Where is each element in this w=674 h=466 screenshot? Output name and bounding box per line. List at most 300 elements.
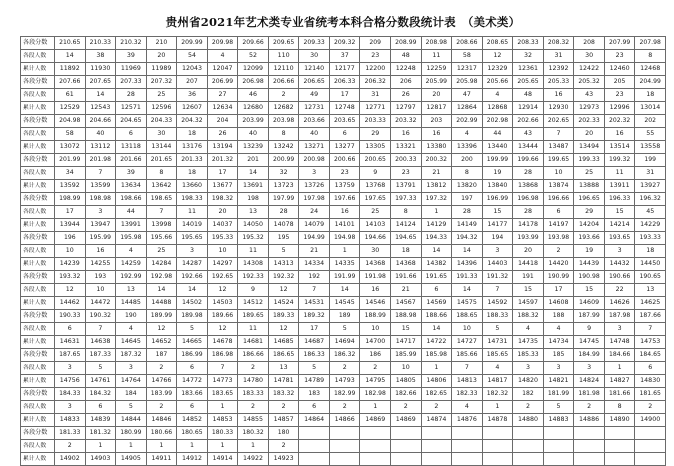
table-cell: 204.98 bbox=[55, 115, 86, 128]
table-cell: 206.65 bbox=[299, 76, 330, 89]
table-cell: 2 bbox=[360, 362, 391, 375]
table-cell: 206.99 bbox=[207, 76, 238, 89]
table-cell: 4 bbox=[116, 245, 147, 258]
table-cell: 14844 bbox=[116, 414, 147, 427]
table-cell: 181.66 bbox=[604, 388, 635, 401]
table-cell: 195.98 bbox=[116, 232, 147, 245]
count-row bbox=[21, 440, 666, 453]
table-cell: 195.65 bbox=[177, 232, 208, 245]
table-cell: 14129 bbox=[421, 219, 452, 232]
table-cell: 2 bbox=[146, 401, 177, 414]
table-cell: 208.99 bbox=[391, 37, 422, 50]
table-cell: 21 bbox=[299, 245, 330, 258]
table-cell: 5 bbox=[85, 362, 116, 375]
score-row bbox=[21, 271, 666, 284]
table-cell: 12460 bbox=[604, 63, 635, 76]
table-cell: 13444 bbox=[513, 141, 544, 154]
table-cell: 24 bbox=[299, 206, 330, 219]
table-cell: 13014 bbox=[635, 102, 666, 115]
table-cell: 4 bbox=[543, 323, 574, 336]
table-cell: 7 bbox=[85, 323, 116, 336]
table-cell: 3 bbox=[85, 206, 116, 219]
cumulative-row bbox=[21, 180, 666, 193]
table-cell: 14078 bbox=[268, 219, 299, 232]
table-cell: 1 bbox=[482, 401, 513, 414]
table-cell bbox=[543, 427, 574, 440]
table-cell: 17 bbox=[299, 323, 330, 336]
table-cell: 192.66 bbox=[177, 271, 208, 284]
table-cell: 199.65 bbox=[543, 154, 574, 167]
table-cell: 14524 bbox=[268, 297, 299, 310]
table-cell: 205 bbox=[604, 76, 635, 89]
table-cell: 198.32 bbox=[207, 193, 238, 206]
table-cell: 12864 bbox=[452, 102, 483, 115]
score-row-label: 各段分数 bbox=[21, 388, 55, 401]
score-row bbox=[21, 154, 666, 167]
table-cell bbox=[513, 440, 544, 453]
table-cell: 14 bbox=[238, 167, 269, 180]
cumulative-row bbox=[21, 297, 666, 310]
score-row-label: 各段分数 bbox=[21, 37, 55, 50]
table-cell: 207.66 bbox=[55, 76, 86, 89]
table-cell: 206.98 bbox=[238, 76, 269, 89]
table-cell: 209 bbox=[360, 37, 391, 50]
table-cell: 12868 bbox=[482, 102, 513, 115]
cumulative-row-label: 累计人数 bbox=[21, 414, 55, 427]
table-cell: 13642 bbox=[146, 180, 177, 193]
table-cell: 5 bbox=[268, 245, 299, 258]
table-cell: 16 bbox=[421, 128, 452, 141]
table-cell bbox=[421, 453, 452, 466]
table-cell: 14795 bbox=[360, 375, 391, 388]
table-cell: 12996 bbox=[604, 102, 635, 115]
table-cell: 13927 bbox=[635, 180, 666, 193]
table-cell: 14177 bbox=[482, 219, 513, 232]
table-cell: 29 bbox=[360, 128, 391, 141]
table-cell: 191.33 bbox=[452, 271, 483, 284]
table-cell: 10 bbox=[360, 323, 391, 336]
table-cell: 14103 bbox=[360, 219, 391, 232]
table-cell: 189.33 bbox=[268, 310, 299, 323]
table-cell: 12200 bbox=[360, 63, 391, 76]
table-cell: 2 bbox=[391, 401, 422, 414]
table-cell: 208.65 bbox=[482, 37, 513, 50]
table-cell: 14462 bbox=[55, 297, 86, 310]
table-cell: 12682 bbox=[268, 102, 299, 115]
table-cell: 14781 bbox=[268, 375, 299, 388]
table-cell: 14019 bbox=[177, 219, 208, 232]
table-cell: 14 bbox=[452, 284, 483, 297]
table-cell: 110 bbox=[268, 50, 299, 63]
table-cell: 21 bbox=[421, 167, 452, 180]
table-cell: 12973 bbox=[574, 102, 605, 115]
table-cell: 210.33 bbox=[85, 37, 116, 50]
table-cell: 189.65 bbox=[238, 310, 269, 323]
table-cell: 3 bbox=[482, 245, 513, 258]
table-cell: 1 bbox=[177, 440, 208, 453]
table-cell: 182.99 bbox=[329, 388, 360, 401]
table-cell: 202.33 bbox=[574, 115, 605, 128]
table-cell: 9 bbox=[574, 323, 605, 336]
table-cell: 187.66 bbox=[635, 310, 666, 323]
table-cell: 206.32 bbox=[360, 76, 391, 89]
table-cell: 14101 bbox=[329, 219, 360, 232]
count-row-label: 各段人数 bbox=[21, 440, 55, 453]
table-cell: 55 bbox=[635, 128, 666, 141]
table-cell: 13 bbox=[238, 206, 269, 219]
table-cell: 12248 bbox=[391, 63, 422, 76]
table-cell: 12797 bbox=[391, 102, 422, 115]
table-cell: 14734 bbox=[543, 336, 574, 349]
table-cell: 14820 bbox=[513, 375, 544, 388]
table-cell bbox=[452, 440, 483, 453]
table-cell: 31 bbox=[543, 50, 574, 63]
table-cell: 1 bbox=[207, 401, 238, 414]
table-cell: 193.32 bbox=[55, 271, 86, 284]
table-cell: 180.65 bbox=[177, 427, 208, 440]
table-cell: 180.99 bbox=[116, 427, 147, 440]
table-cell: 2 bbox=[146, 362, 177, 375]
table-cell: 207.98 bbox=[635, 37, 666, 50]
cumulative-row-label: 累计人数 bbox=[21, 63, 55, 76]
table-cell: 209.98 bbox=[207, 37, 238, 50]
table-cell: 12771 bbox=[360, 102, 391, 115]
table-cell: 180 bbox=[268, 427, 299, 440]
table-cell: 186.98 bbox=[207, 349, 238, 362]
table-cell: 13396 bbox=[452, 141, 483, 154]
table-cell: 186.65 bbox=[268, 349, 299, 362]
table-cell: 25 bbox=[146, 245, 177, 258]
table-cell: 14592 bbox=[482, 297, 513, 310]
table-cell: 14569 bbox=[421, 297, 452, 310]
table-cell: 14531 bbox=[299, 297, 330, 310]
table-cell: 207.65 bbox=[85, 76, 116, 89]
table-cell: 12 bbox=[207, 284, 238, 297]
table-cell: 14229 bbox=[635, 219, 666, 232]
table-cell: 1 bbox=[329, 245, 360, 258]
table-cell: 12361 bbox=[513, 63, 544, 76]
table-cell: 201.65 bbox=[146, 154, 177, 167]
table-cell: 7 bbox=[543, 128, 574, 141]
table-cell: 13868 bbox=[513, 180, 544, 193]
table-cell: 5 bbox=[116, 401, 147, 414]
table-cell: 29 bbox=[574, 206, 605, 219]
table-cell: 14512 bbox=[238, 297, 269, 310]
table-cell: 14 bbox=[421, 323, 452, 336]
table-cell: 2 bbox=[55, 440, 86, 453]
table-cell bbox=[421, 427, 452, 440]
table-cell: 12177 bbox=[329, 63, 360, 76]
table-cell: 190.98 bbox=[574, 271, 605, 284]
table-cell: 6 bbox=[421, 284, 452, 297]
table-cell: 14878 bbox=[482, 414, 513, 427]
table-cell: 19 bbox=[574, 245, 605, 258]
table-cell: 191 bbox=[513, 271, 544, 284]
table-cell: 54 bbox=[177, 50, 208, 63]
table-cell: 3 bbox=[604, 245, 635, 258]
table-cell: 14450 bbox=[635, 258, 666, 271]
table-cell: 197 bbox=[452, 193, 483, 206]
table-cell: 31 bbox=[635, 167, 666, 180]
table-cell: 14609 bbox=[574, 297, 605, 310]
score-row bbox=[21, 232, 666, 245]
table-cell: 188.65 bbox=[452, 310, 483, 323]
table-cell: 2 bbox=[513, 401, 544, 414]
score-row-label: 各段分数 bbox=[21, 115, 55, 128]
table-cell: 13660 bbox=[177, 180, 208, 193]
table-cell: 13 bbox=[116, 284, 147, 297]
table-cell: 189.99 bbox=[146, 310, 177, 323]
table-cell: 14287 bbox=[177, 258, 208, 271]
table-cell: 5 bbox=[299, 362, 330, 375]
table-cell: 14685 bbox=[268, 336, 299, 349]
table-cell: 7 bbox=[635, 323, 666, 336]
table-cell: 11892 bbox=[55, 63, 86, 76]
table-cell: 6 bbox=[299, 401, 330, 414]
table-cell: 183.33 bbox=[238, 388, 269, 401]
score-row bbox=[21, 37, 666, 50]
table-cell: 192 bbox=[299, 271, 330, 284]
table-cell: 12543 bbox=[85, 102, 116, 115]
table-cell: 13759 bbox=[329, 180, 360, 193]
table-cell: 25 bbox=[360, 206, 391, 219]
table-cell: 205.99 bbox=[421, 76, 452, 89]
table-cell: 203.66 bbox=[299, 115, 330, 128]
table-cell: 205.32 bbox=[574, 76, 605, 89]
table-cell: 19 bbox=[482, 167, 513, 180]
table-cell: 52 bbox=[238, 50, 269, 63]
table-cell: 14178 bbox=[513, 219, 544, 232]
table-cell: 14545 bbox=[329, 297, 360, 310]
table-cell: 4 bbox=[207, 50, 238, 63]
table-cell: 4 bbox=[452, 401, 483, 414]
table-cell: 13592 bbox=[55, 180, 86, 193]
cumulative-row bbox=[21, 219, 666, 232]
table-cell: 193.66 bbox=[574, 232, 605, 245]
table-cell: 14766 bbox=[146, 375, 177, 388]
table-cell: 28 bbox=[452, 206, 483, 219]
table-cell: 48 bbox=[513, 89, 544, 102]
score-row-label: 各段分数 bbox=[21, 271, 55, 284]
count-row-label: 各段人数 bbox=[21, 50, 55, 63]
table-cell: 3 bbox=[513, 362, 544, 375]
table-cell: 14722 bbox=[421, 336, 452, 349]
table-cell: 14773 bbox=[207, 375, 238, 388]
table-cell: 14124 bbox=[391, 219, 422, 232]
table-cell: 193.98 bbox=[543, 232, 574, 245]
table-cell: 193.65 bbox=[604, 232, 635, 245]
table-cell: 198.98 bbox=[85, 193, 116, 206]
table-cell: 16 bbox=[360, 284, 391, 297]
table-cell: 196.65 bbox=[574, 193, 605, 206]
table-cell: 13242 bbox=[268, 141, 299, 154]
table-cell bbox=[299, 453, 330, 466]
table-cell bbox=[329, 427, 360, 440]
table-cell: 28 bbox=[513, 206, 544, 219]
table-cell: 12259 bbox=[421, 63, 452, 76]
table-cell: 198.66 bbox=[116, 193, 147, 206]
table-cell: 207.99 bbox=[604, 37, 635, 50]
table-cell: 185.98 bbox=[421, 349, 452, 362]
table-cell: 189.98 bbox=[177, 310, 208, 323]
table-cell: 14418 bbox=[513, 258, 544, 271]
table-cell: 209.33 bbox=[299, 37, 330, 50]
table-cell: 12 bbox=[146, 323, 177, 336]
table-cell bbox=[574, 453, 605, 466]
table-cell: 199.99 bbox=[482, 154, 513, 167]
table-cell: 14830 bbox=[635, 375, 666, 388]
table-cell: 9 bbox=[360, 167, 391, 180]
table-cell: 14880 bbox=[513, 414, 544, 427]
table-cell: 13812 bbox=[421, 180, 452, 193]
table-cell: 12607 bbox=[177, 102, 208, 115]
table-cell: 191.32 bbox=[482, 271, 513, 284]
count-row bbox=[21, 128, 666, 141]
table-cell: 14735 bbox=[513, 336, 544, 349]
table-cell: 48 bbox=[391, 50, 422, 63]
table-cell: 2 bbox=[543, 245, 574, 258]
table-cell: 186 bbox=[360, 349, 391, 362]
table-cell: 198 bbox=[238, 193, 269, 206]
table-cell: 20 bbox=[513, 245, 544, 258]
table-cell: 30 bbox=[360, 245, 391, 258]
table-cell: 8 bbox=[604, 401, 635, 414]
table-cell: 188.33 bbox=[482, 310, 513, 323]
table-cell: 210.32 bbox=[116, 37, 147, 50]
table-cell: 201.33 bbox=[177, 154, 208, 167]
table-cell: 187.32 bbox=[116, 349, 147, 362]
table-cell bbox=[360, 427, 391, 440]
table-cell: 200.33 bbox=[391, 154, 422, 167]
table-cell: 14789 bbox=[299, 375, 330, 388]
table-cell: 204.66 bbox=[85, 115, 116, 128]
cumulative-row bbox=[21, 102, 666, 115]
table-cell: 14503 bbox=[207, 297, 238, 310]
table-cell: 58 bbox=[55, 128, 86, 141]
table-cell: 11 bbox=[604, 167, 635, 180]
table-cell: 7 bbox=[207, 362, 238, 375]
table-cell: 44 bbox=[116, 206, 147, 219]
table-cell: 199 bbox=[635, 154, 666, 167]
table-cell: 16 bbox=[85, 245, 116, 258]
table-cell: 14403 bbox=[482, 258, 513, 271]
table-cell: 14050 bbox=[238, 219, 269, 232]
count-row-label: 各段人数 bbox=[21, 128, 55, 141]
table-cell: 14793 bbox=[329, 375, 360, 388]
table-cell: 16 bbox=[604, 128, 635, 141]
table-cell: 4 bbox=[116, 323, 147, 336]
table-cell: 187.65 bbox=[55, 349, 86, 362]
table-cell: 3 bbox=[299, 167, 330, 180]
table-cell: 13944 bbox=[55, 219, 86, 232]
table-cell: 13194 bbox=[207, 141, 238, 154]
table-cell: 12 bbox=[268, 323, 299, 336]
table-cell: 192.65 bbox=[207, 271, 238, 284]
table-cell: 204.33 bbox=[146, 115, 177, 128]
table-cell: 14 bbox=[177, 284, 208, 297]
table-cell: 13494 bbox=[574, 141, 605, 154]
table-cell: 39 bbox=[116, 167, 147, 180]
table-cell: 14855 bbox=[238, 414, 269, 427]
table-cell: 14883 bbox=[543, 414, 574, 427]
table-cell: 198.33 bbox=[177, 193, 208, 206]
table-cell: 184 bbox=[116, 388, 147, 401]
table-cell: 14335 bbox=[329, 258, 360, 271]
table-cell: 10 bbox=[452, 323, 483, 336]
table-cell: 186.33 bbox=[299, 349, 330, 362]
table-cell: 14874 bbox=[421, 414, 452, 427]
score-row-label: 各段分数 bbox=[21, 349, 55, 362]
table-cell: 26 bbox=[391, 89, 422, 102]
table-cell: 2 bbox=[268, 401, 299, 414]
count-row-label: 各段人数 bbox=[21, 245, 55, 258]
table-cell: 12596 bbox=[146, 102, 177, 115]
table-cell: 182.98 bbox=[360, 388, 391, 401]
table-cell: 13305 bbox=[360, 141, 391, 154]
table-cell: 18 bbox=[391, 245, 422, 258]
table-cell: 14857 bbox=[268, 414, 299, 427]
table-cell: 197.66 bbox=[329, 193, 360, 206]
table-cell: 200.66 bbox=[329, 154, 360, 167]
cumulative-row-label: 累计人数 bbox=[21, 336, 55, 349]
table-cell: 7 bbox=[482, 284, 513, 297]
table-cell: 4 bbox=[513, 323, 544, 336]
table-cell: 2 bbox=[635, 401, 666, 414]
table-cell: 40 bbox=[299, 128, 330, 141]
table-cell: 203 bbox=[421, 115, 452, 128]
table-cell: 180.32 bbox=[238, 427, 269, 440]
table-cell: 12 bbox=[268, 284, 299, 297]
table-cell: 46 bbox=[238, 89, 269, 102]
table-cell: 6 bbox=[55, 323, 86, 336]
cumulative-row-label: 累计人数 bbox=[21, 102, 55, 115]
table-cell: 30 bbox=[574, 50, 605, 63]
table-cell bbox=[391, 453, 422, 466]
table-cell: 14772 bbox=[177, 375, 208, 388]
table-cell: 2 bbox=[574, 401, 605, 414]
table-cell: 208.66 bbox=[452, 37, 483, 50]
table-cell: 8 bbox=[452, 167, 483, 180]
table-cell: 14914 bbox=[207, 453, 238, 466]
table-cell: 184.65 bbox=[635, 349, 666, 362]
table-cell: 14864 bbox=[299, 414, 330, 427]
table-cell: 192.33 bbox=[238, 271, 269, 284]
table-cell: 181.65 bbox=[635, 388, 666, 401]
score-row bbox=[21, 349, 666, 362]
table-cell: 182.33 bbox=[452, 388, 483, 401]
table-cell bbox=[360, 440, 391, 453]
table-cell: 192.98 bbox=[146, 271, 177, 284]
table-cell: 43 bbox=[513, 128, 544, 141]
table-cell: 201.98 bbox=[85, 154, 116, 167]
cumulative-row-label: 累计人数 bbox=[21, 453, 55, 466]
table-cell: 184.99 bbox=[574, 349, 605, 362]
table-cell: 6 bbox=[635, 362, 666, 375]
table-cell: 202 bbox=[635, 115, 666, 128]
table-cell: 17 bbox=[207, 167, 238, 180]
table-cell: 12930 bbox=[543, 102, 574, 115]
table-cell: 14334 bbox=[299, 258, 330, 271]
table-cell: 197.98 bbox=[299, 193, 330, 206]
table-cell: 1 bbox=[421, 206, 452, 219]
table-cell: 206.66 bbox=[268, 76, 299, 89]
table-cell: 14852 bbox=[177, 414, 208, 427]
cumulative-row bbox=[21, 453, 666, 466]
table-cell: 195 bbox=[268, 232, 299, 245]
table-cell: 12914 bbox=[513, 102, 544, 115]
table-cell: 203.32 bbox=[391, 115, 422, 128]
table-cell: 40 bbox=[238, 128, 269, 141]
